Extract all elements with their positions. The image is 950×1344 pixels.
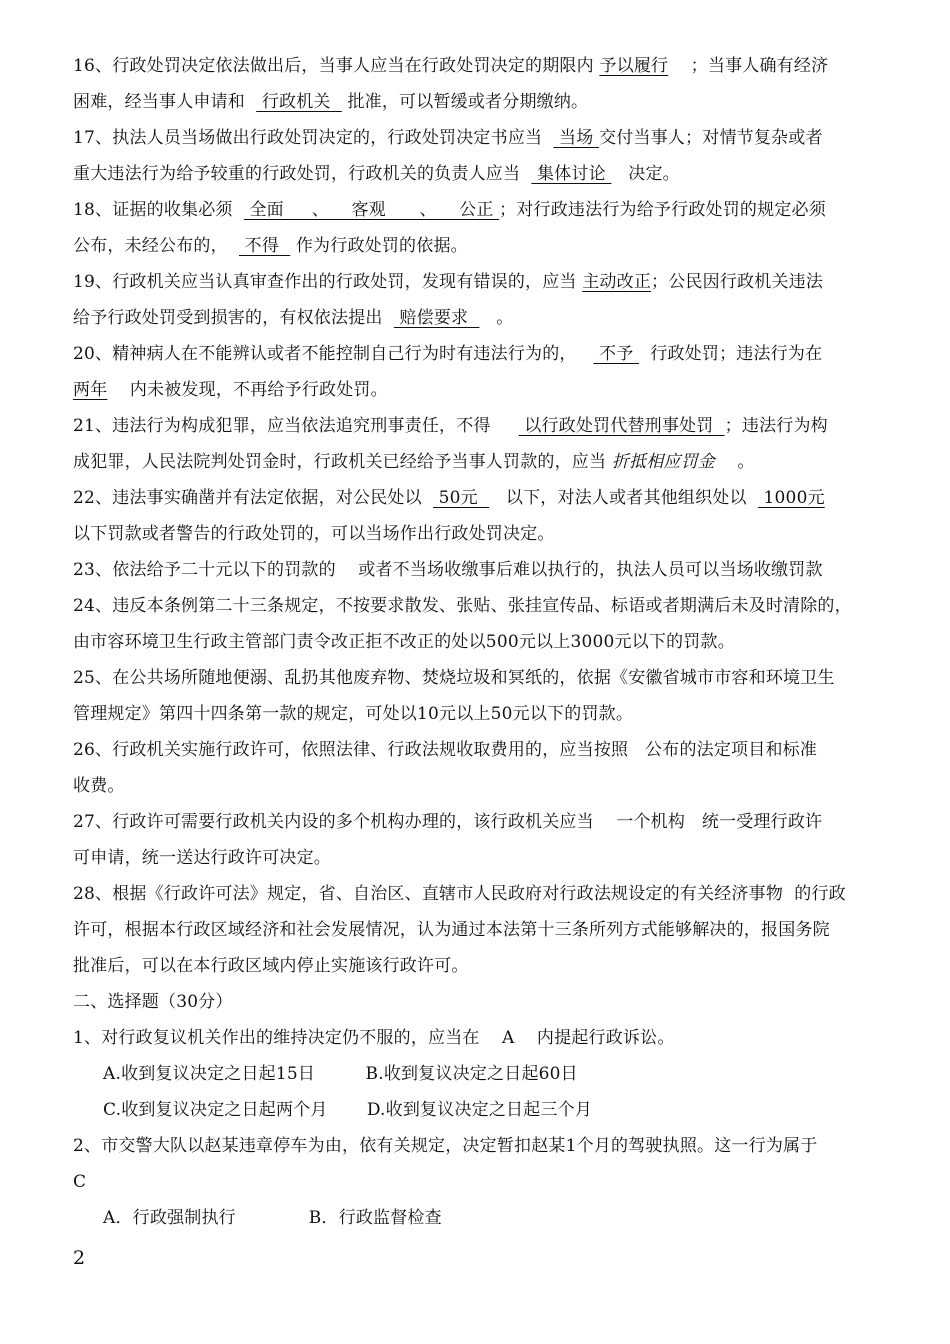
choice-1-options-cd: C.收到复议决定之日起两个月 D.收到复议决定之日起三个月 [103,1100,593,1120]
question-17-line-1: 17、执法人员当场做出行政处罚决定的，行政处罚决定书应当 当场 交付当事人；对情节复杂或者 [73,128,823,148]
answer-blank: 行政机关 [256,92,342,112]
question-25-line-2: 管理规定》第四十四条第一款的规定，可处以10元以上50元以下的罚款。 [73,704,634,724]
question-26-line-1: 26、行政机关实施行政许可，依照法律、行政法规收取费用的，应当按照 公布的法定项目和标准 [73,740,818,760]
choice-2-options-ab: A．行政强制执行 B．行政监督检查 [103,1208,442,1228]
question-24-line-2: 由市容环境卫生行政主管部门责令改正拒不改正的处以500元以上3000元以下的罚款。 [73,632,735,652]
question-18-line-2: 公布，未经公布的， 不得 作为行政处罚的依据。 [73,236,468,256]
answer-blank: 集体讨论 [531,164,612,184]
question-28-line-2: 许可，根据本行政区域经济和社会发展情况，认为通过本法第十三条所列方式能够解决的，报国务院 [73,920,830,940]
section-heading-choice: 二、选择题（30分） [73,992,233,1012]
answer-blank: 两年 [73,380,108,400]
question-25-line-1: 25、在公共场所随地便溺、乱扔其他废弃物、焚烧垃圾和冥纸的，依据《安徽省城市市容和环境卫生 [73,668,835,688]
question-20-line-2: 两年 内未被发现，不再给予行政处罚。 [73,380,388,400]
question-17-line-2: 重大违法行为给予较重的行政处罚，行政机关的负责人应当 集体讨论 决定。 [73,164,680,184]
answer-blank: 折抵相应罚金 [611,452,716,472]
question-22-line-1: 22、违法事实确凿并有法定依据，对公民处以 50元 以下，对法人或者其他组织处以 1000元 [73,488,825,508]
question-20-line-1: 20、精神病人在不能辨认或者不能控制自己行为时有违法行为的， 不予 行政处罚；违法行为在 [73,344,823,364]
answer-blank: 予以履行 [599,56,669,76]
document-page [73,48,893,1236]
answer-blank: 当场 [553,128,600,148]
question-23-line: 23、依法给予二十元以下的罚款的 或者不当场收缴事后难以执行的，执法人员可以当场收缴罚款 [73,560,823,580]
question-19-line-2: 给予行政处罚受到损害的，有权依法提出 赔偿要求 。 [73,308,514,328]
question-27-line-1: 27、行政许可需要行政机关内设的多个机构办理的，该行政机关应当 一个机构 统一受理行政许 [73,812,823,832]
choice-2-answer: C [73,1172,87,1192]
answer-blank: 不得 [239,236,291,256]
question-19-line-1: 19、行政机关应当认真审查作出的行政处罚，发现有错误的，应当 主动改正；公民因行政机关违法 [73,272,824,292]
question-21-line-2: 成犯罪，人民法院判处罚金时，行政机关已经给予当事人罚款的，应当 折抵相应罚金 。 [73,452,755,472]
question-21-line-1: 21、违法行为构成犯罪，应当依法追究刑事责任，不得 以行政处罚代替刑事处罚 ；违法行为构 [73,416,828,436]
answer-blank: 赔偿要求 [393,308,480,328]
choice-1-options-ab: A.收到复议决定之日起15日 B.收到复议决定之日起60日 [103,1064,578,1084]
question-22-line-2: 以下罚款或者警告的行政处罚的，可以当场作出行政处罚决定。 [73,524,555,544]
answer-blank: 以行政处罚代替刑事处罚 [518,416,725,436]
question-28-line-3: 批准后，可以在本行政区域内停止实施该行政许可。 [73,956,469,976]
choice-1-question: 1、对行政复议机关作出的维持决定仍不服的，应当在 A 内提起行政诉讼。 [73,1028,675,1048]
question-24-line-1: 24、违反本条例第二十三条规定，不按要求散发、张贴、张挂宣传品、标语或者期满后未及时清除的， [73,596,852,616]
choice-2-question: 2、市交警大队以赵某违章停车为由，依有关规定，决定暂扣赵某1个月的驾驶执照。这一行为属于 [73,1136,818,1156]
answer-blank: 主动改正 [582,272,652,292]
question-18-line-1: 18、证据的收集必须 全面 、 客观 、 公正 ；对行政违法行为给予行政处罚的规定必须 [73,200,826,220]
question-16-line-2: 困难，经当事人申请和 行政机关 批准，可以暂缓或者分期缴纳。 [73,92,589,112]
question-28-line-1: 28、根据《行政许可法》规定，省、自治区、直辖市人民政府对行政法规设定的有关经济事物 的行政 [73,884,846,904]
answer-blank: 1000元 [757,488,825,508]
answer-blank: 50元 [433,488,490,508]
question-16-line-1: 16、行政处罚决定依法做出后，当事人应当在行政处罚决定的期限内 予以履行 ；当事人确有经济 [73,56,829,76]
page-number: 2 [73,1247,86,1269]
answer-blank: 不予 [593,344,640,364]
question-27-line-2: 可申请，统一送达行政许可决定。 [73,848,331,868]
answer-blank: 全面 、 客观 、 公正 [243,200,500,220]
question-26-line-2: 收费。 [73,776,125,796]
